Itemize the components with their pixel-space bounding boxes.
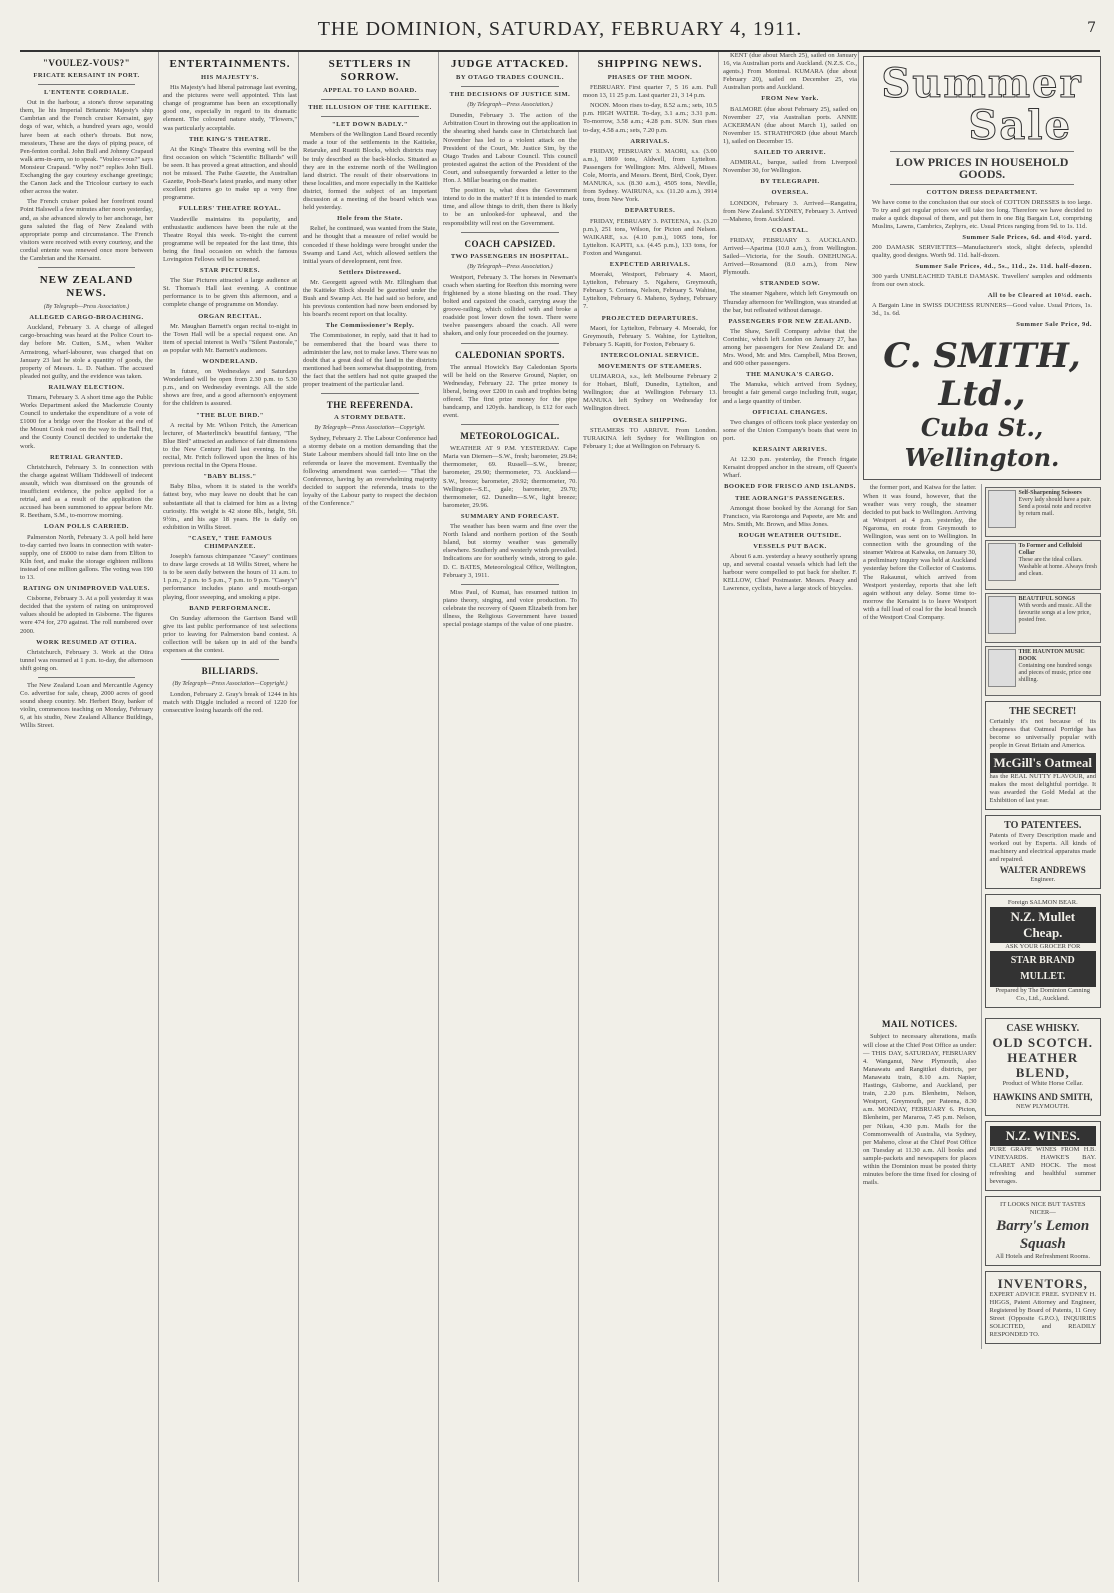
article-paragraph: ULIMAROA, s.s., left Melbourne February 2 for Hobart, Bluff, Dunedin, Lyttelton, and Wellington; due at Wellington February 13. MANUKA left Sydney on Wednesday for Wellington direct. [583, 373, 717, 413]
subhead-let-down: "LET DOWN BADLY." [332, 121, 408, 129]
headline-judge-attacked: JUDGE ATTACKED. [451, 58, 569, 70]
article-paragraph: The Commissioner, in reply, said that it had to be remembered that the board was there to administer the law, not to make laws. There was no doubt that a great deal of the land in the districts mentioned had been somewhat disappointing, from the fact that the settlers had not quite grasped the proper treatment of the particular land. [303, 332, 437, 388]
subhead-kersaint: FRICATE KERSAINT IN PORT. [33, 72, 140, 79]
headline-voulez-vous: "VOULEZ-VOUS?" [42, 58, 131, 68]
ad-mullet-title: N.Z. Mullet Cheap. [990, 907, 1096, 943]
subhead-baby-bliss: "BABY BLISS." [203, 473, 257, 481]
article-paragraph: About 6 a.m. yesterday a heavy southerly sprang up, and several coastal vessels which had left the harbour were compelled to put back for shelter. F. KELLOW, Chief Postmaster. Messrs. Peacy and Lawrence, cyclists, have a large stock of bicycles. [723, 553, 857, 593]
ad-collar-title: To Former and Celluloid Collar [1018, 543, 1083, 557]
subhead-cargo: ALLEGED CARGO-BROACHING. [29, 314, 144, 322]
byline: (By Telegraph—Press Association.) [43, 304, 130, 311]
ad-scissors-text: Every lady should have a pair. Send a postal note and receive by return mail. [1018, 497, 1092, 518]
article-paragraph: At the King's Theatre this evening will be the first occasion on which "Scientific Billiards" will be seen. It has proved a great attraction, and should not be missed. The Pathe Gazette, the Australian Gazette, Pooh-Bear's latest pranks, and many other excellent pictures go to make up a very fine programme. [163, 145, 297, 202]
subhead-rating: RATING ON UNIMPROVED VALUES. [23, 585, 150, 593]
page-columns [20, 52, 1100, 1582]
ad-cloth-text: 300 yards UNBLEACHED TABLE DAMASK. Travellers' samples and oddments from our own stock. [872, 273, 1092, 289]
subhead-put-back: VESSELS PUT BACK. [753, 542, 827, 550]
article-paragraph: Baby Bliss, whom it is stated is the world's fattest boy, who may leave no doubt that he can substantiate all that is claimed for him as a living curiosity. His weight is 42 stone 8lb., height, 5ft. 9½in., and his age 18 years. He is daily on exhibition in Willis Street. [163, 483, 297, 531]
article-paragraph: The annual Howick's Bay Caledonian Sports will be held on the Reserve Ground, Napier, on Wednesday, February 22. The prize money is liberal, being over £200 in cash and trophies being offered. The first prize money for the pipe bandcamp, and 120yds. handicap, is £12 for each event. [443, 363, 577, 420]
subhead-kersaint-arrives: KERSAINT ARRIVES. [752, 446, 828, 454]
subhead-wonderland: WONDERLAND. [202, 358, 258, 365]
article-paragraph: In future, on Wednesdays and Saturdays Wonderland will be open from 2.30 p.m. to 5.30 p.m., and on Wednesday evenings. All the side shows are free, and a good afternoon's enjoyment for the children is assured. [163, 368, 297, 408]
subhead-oversea-2: OVERSEA. [771, 189, 809, 197]
article-paragraph: London, February 2. Gray's break of 1244 in his match with Diggle included a record of 1220 for consecutive losing hazards off the red. [163, 691, 297, 715]
article-paragraph: Maori, for Lyttelton, February 4. Moeraki, for Greymouth, February 5. Wahine, for Lyttelton, February 5. Kapiti, for Foxton, February 6. [583, 324, 717, 348]
headline-caledonian: CALEDONIAN SPORTS. [455, 349, 565, 360]
article-paragraph: Joseph's famous chimpanzee "Casey" continues to draw large crowds at 18 Willis Street, where he is to be seen daily between the hours of 11 a.m. to 1 p.m., 2 p.m. to 5 p.m., 7 p.m. to 9 p.m. "Casey's" performance includes piano and mouth-organ playing, floor sweeping, and smoking a pipe. [163, 553, 297, 601]
ad-mcgill-text: has the REAL NUTTY FLAVOUR, and makes the most delightful porridge. It was awarded the Gold Medal at the Exhibition of last year. [989, 773, 1096, 805]
subhead-band: BAND PERFORMANCE. [189, 604, 271, 612]
article-paragraph: Westport, February 3. The horses in Newman's coach when starting for Reefton this morning were frightened by a stone blasting on the road. They bolted and capsized the coach, carrying away the groove-railing, which collided with and broke a roadside post lower down the town. There were twelve passengers aboard the coach. All were shaken, and only four proceeded on the journey. [443, 273, 577, 338]
divider [461, 424, 559, 425]
divider [38, 84, 135, 85]
article-paragraph: The New Zealand Loan and Mercantile Agency Co. advertise for sale, cheap, 2000 acres of good sound sheep country. Mr. Herbert Bray, banker of violin, commences teaching on Monday, February 6, at his studio, New Zealand Alliance Buildings, Willis Street. [20, 682, 153, 730]
ad-walter: WALTER ANDREWS [999, 865, 1086, 876]
article-paragraph: Cisborne, February 3. At a poll yesterday it was decided that the system of rating on unimproved values should be adopted in Gisborne. The figures were 474 for, 270 against. The roll numbered over 2000. [20, 595, 153, 635]
mail-notices [863, 1013, 977, 1349]
ad-whisky [985, 1018, 1101, 1116]
ad-lower-area [863, 484, 1101, 1013]
column-5 [578, 52, 717, 1582]
subhead-star-pictures: STAR PICTURES. [200, 267, 260, 275]
ad-hawkins-sub: NEW PLYMOUTH. [1016, 1103, 1070, 1111]
divider [181, 659, 279, 660]
subhead-telegraph: BY TELEGRAPH. [760, 178, 820, 186]
article-paragraph: Moeraki, Westport, February 4. Maori, Lyttelton, February 5. Ngahere, Greymouth, February 5. Corinna, Nelson, February 5. Wahine, Lyttelton, February 6. Maheno, Sydney, February 7. [583, 271, 717, 311]
subhead-his-majestys: HIS MAJESTY'S. [201, 74, 259, 81]
subhead-official: OFFICIAL CHANGES. [752, 408, 828, 416]
subhead-retrial: RETRIAL GRANTED. [49, 453, 123, 461]
article-paragraph: The steamer Ngahere, which left Greymouth on Thursday afternoon for Wellington, was stranded at the bar, but refloated without damage. [723, 290, 857, 314]
subhead-projected: PROJECTED DEPARTURES. [601, 314, 699, 322]
article-paragraph: BALMORE (due about February 25), sailed on November 27, via Australian ports. ANNIE ACKERMAN (due about March 1), sailed on November 15. STRATHFORD (due about March 1), sailed on December 15. [723, 105, 857, 145]
divider [38, 677, 135, 678]
ad-scotch-title: OLD SCOTCH. [992, 1035, 1094, 1051]
ad-cotton-dept: COTTON DRESS DEPARTMENT. [926, 189, 1038, 196]
ad-bottom-area [863, 1013, 1101, 1349]
subhead-help-state: Hole from the State. [337, 215, 403, 223]
byline: By Telegraph—Press Association—Copyright. [314, 425, 426, 432]
divider [461, 86, 559, 87]
subhead-expected: EXPECTED ARRIVALS. [609, 260, 691, 268]
subhead-distressed: Settlers Distressed. [338, 268, 402, 276]
ad-music-text: Containing one hundred songs and pieces of music, price one shilling. [1018, 663, 1092, 684]
article-paragraph: FRIDAY, FEBRUARY 3. MAORI, s.s. (3.00 a.m.), 1869 tons, Aldwell, from Lyttelton. Passengers for Wellington: Mrs. Aldwell, Misses Cole, Morris, and Messrs. Brent, Bird, Cook, Dyer. MANUKA, s.s. (8.30 a.m.), 4505 tons, Neville, from Sydney. WAIRUNA, s.s. (11.20 a.m.), 3914 tons, from New York. [583, 147, 717, 204]
ad-salmon: Foreign SALMON BEAR. [1007, 899, 1078, 907]
ad-collar-text: These are the ideal collars. Washable at home. Always fresh and clean. [1018, 557, 1097, 578]
article-paragraph: ADMIRAL, barque, sailed from Liverpool November 30, for Wellington. [723, 159, 857, 175]
ad-mullet-ask: ASK YOUR GROCER FOR [1005, 943, 1081, 951]
ad-cloth-price: All to be Cleared at 10½d. each. [987, 292, 1092, 300]
divider [890, 151, 1074, 152]
divider [321, 99, 419, 100]
article-paragraph: Mr. Georgetti agreed with Mr. Ellingham that the Kaitieke Block should be gazetted under the Bush and Swamp Act. He had said so before, and his previous contention had now been endorsed by his board's recent report on that locality. [303, 278, 437, 319]
ad-wines [985, 1121, 1101, 1191]
ad-patentees-title: TO PATENTEES. [1004, 820, 1082, 832]
ad-smith-addr: Cuba St., Wellington. [904, 413, 1060, 473]
masthead [20, 14, 1100, 52]
article-paragraph: Christchurch, February 3. In connection with the charge against William Tiddiswell of indecent assault, which was dismissed on the grounds of insufficient evidence, the police applied for a retrial, and as a result of the application the accused has been summoned to appear before Mr. R. Beetham, S.M., to-morrow morning. [20, 463, 153, 520]
column-6 [718, 52, 857, 1582]
article-paragraph: STEAMERS TO ARRIVE. From London. TURAKINA left Sydney for Wellington on February 1; due at Wellington on February 6. [583, 426, 717, 450]
ad-lemon-top: IT LOOKS NICE BUT TASTES NICER— [1000, 1201, 1086, 1217]
ad-damask-price: Summer Sale Prices, 4d., 5s., 11d., 2s. 11d. half-dozen. [915, 263, 1092, 271]
subhead-moon: PHASES OF THE MOON. [607, 74, 693, 81]
byline: (By Telegraph—Press Association.) [467, 263, 553, 270]
songbook-icon [988, 596, 1016, 634]
subhead-manuka: THE MANUKA'S CARGO. [746, 371, 834, 379]
small-ads-column [981, 484, 1101, 1013]
ad-cotton-price: Summer Sale Prices, 6d. and 4½d. yard. [962, 234, 1092, 242]
subhead-coastal: COASTAL. [771, 226, 809, 234]
divider [890, 184, 1074, 185]
article-paragraph: Miss Paul, of Kumai, has resumed tuition in piano theory, singing, and voice production. To celebrate the recovery of Queen Elizabeth from her illness, the Religious Government have issued special postage stamps of the value of one piastre. [443, 588, 577, 629]
article-paragraph: FRIDAY, FEBRUARY 3. PATEENA, s.s. (3.20 p.m.), 251 tons, Wilson, for Picton and Nelson. WAIKARE, s.s. (4.10 p.m.), 1065 tons, for Lyttelton. KAPITI, s.s. (4.45 p.m.), 133 tons, for Foxton and Wanganui. [583, 217, 717, 257]
divider [461, 584, 559, 585]
ad-lemon-title: Barry's Lemon Squash [996, 1218, 1090, 1253]
article-paragraph: The French cruiser poked her forefront round Point Halswell a few minutes after noon yesterday, and, as she advanced slowly to her anchorage, her guns saluted the flag of New Zealand with appropriate pomp and circumstance. The French visitors were received with every courtesy, and the cordial entente was renewed once more between the Cambrian and the Kersaint. [20, 198, 153, 262]
article-paragraph: The Star Pictures attracted a large audience at St. Thomas's Hall last evening. A continue performance is to be given this afternoon, and a complete change of programme on Monday. [163, 277, 297, 309]
subhead-blue-bird: "THE BLUE BIRD." [196, 411, 264, 419]
headline-nz-news: NEW ZEALAND NEWS. [39, 274, 134, 300]
subhead-otago: BY OTAGO TRADES COUNCIL. [456, 74, 564, 81]
column-3 [298, 52, 437, 1582]
ad-mcgill-title: McGill's Oatmeal [990, 753, 1096, 773]
ad-mullet [985, 894, 1101, 1008]
divider [38, 267, 135, 268]
headline-coach-capsized: COACH CAPSIZED. [464, 238, 556, 249]
subhead-movements: MOVEMENTS OF STEAMERS. [598, 363, 702, 370]
ad-secret-text: Certainly it's not because of its cheapness that Oatmeal Porridge has become so universally popular with people in Great Britain and America. [989, 718, 1096, 750]
article-paragraph: KENT (due about March 25), sailed on January 16, via Australian ports and Auckland. (N.Z.S. Co., agents.) From Montreal. KUMARA (due about February 20), sailed on December 25, via Australian ports and Auckland. [723, 52, 857, 92]
subhead-stranded: STRANDED SOW. [759, 280, 821, 288]
ad-songs-title: BEAUTIFUL SONGS [1018, 596, 1076, 603]
subhead-kings-theatre: THE KING'S THEATRE. [188, 135, 272, 143]
article-paragraph: Subject to necessary alterations, mails will close at the Chief Post Office as under:— THIS DAY, SATURDAY, FEBRUARY 4. Wanganui, New Plymouth, also Manawatu and Rangitikei districts, per Manawatu train, 8.10 a.m. Napier, Hastings, Gisborne, and Auckland, per train, 2.20 p.m. Blenheim, Nelson, Westport, Greymouth, per Pateena, 8.30 a.m. MONDAY, FEBRUARY 6. Picton, Blenheim, per Mararoa, 7.45 p.m. Nelson, per Nikau, 4.30 p.m. Mails for the Commonwealth of Australia, via Sydney, per Maheno, close at the Chief Post Office on Tuesday at 11.30 a.m. All books and sample-packets and newspapers for places within the Dominion must be posted thirty minutes before the time fixed for closing of mails. [863, 1033, 977, 1187]
ad-bargain-price: Summer Sale Price, 9d. [1016, 321, 1092, 329]
moon-table: FEBRUARY. First quarter 7, 5 16 a.m. Full moon 13, 11 25 p.m. Last quarter 21, 3 14 p.m. [583, 84, 717, 100]
article-paragraph: NOON. Moon rises to-day, 8.52 a.m.; sets, 10.5 p.m. HIGH WATER. To-day, 3.1 a.m.; 3.31 p.m. To-morrow, 3.58 a.m.; 4.28 p.m. SUN. Sun rises to-day, 4.58 a.m.; sets, 7.20 p.m. [583, 102, 717, 134]
article-paragraph: The weather has been warm and fine over the North Island and northern portion of the South Island, but stormy weather was generally elsewhere. Southerly and westerly winds prevailed. Indications are for southerly winds, strong to gale. D. C. BATES, Meteorological Office, Wellington, February 3, 1911. [443, 523, 577, 579]
article-paragraph: At 12.30 p.m. yesterday, the French frigate Kersaint dropped anchor in the stream, off Queen's Wharf. [723, 456, 857, 480]
headline-shipping: SHIPPING NEWS. [597, 58, 703, 70]
article-paragraph: Palmerston North, February 3. A poll held here to-day carried two loans in connection with water-supply, one of £6000 to raise dam from Elfton to Kiln feet, and make the storage eighteen millions instead of one million gallons. The voting was 190 to 13. [20, 533, 153, 581]
news-column-continued [863, 484, 977, 1013]
article-paragraph: The position is, what does the Government intend to do in the matter? If it is intended to mark time, and allow things to drift, then there is likely to be an unlooked-for upheaval, and the responsibility will rest on the Government. [443, 187, 577, 227]
headline-settlers: SETTLERS IN SORROW. [328, 58, 412, 83]
ad-patentees-text: Patents of Every Description made and worked out by Experts. All kinds of machinery and electrical apparatus made and repaired. [989, 832, 1096, 864]
ad-scissors-title: Self-Sharpening Scissors [1018, 490, 1082, 497]
byline: (By Telegraph—Press Association.) [467, 102, 553, 109]
ad-summer-word: Summer [881, 60, 1083, 107]
subhead-rough-weather: ROUGH WEATHER OUTSIDE. [738, 531, 842, 539]
divider [321, 116, 419, 117]
ad-smith-name: C. SMITH, Ltd., [883, 336, 1081, 415]
subhead-frisco: BOOKED FOR FRISCO AND ISLANDS. [724, 483, 856, 491]
subhead-otira: WORK RESUMED AT OTIRA. [36, 638, 137, 646]
subhead-aorangi: THE AORANGI'S PASSENGERS. [735, 494, 845, 502]
article-paragraph: the former port, and Kaiwa for the latter. When it was found, however, that the weather was very rough, the steamer decided to put back to Wellington. Arriving at Westport at 4 p.m. yesterday, the Ngaroma, en route from Greymouth to Wellington, was sent on to Wellington. In connection with the grounding of the steamer Wairoa at Kaiwaka, on January 30, a preliminary inquiry was held at Auckland yesterday before the Collector of Customs. The Rakaunui, which arrived from Westport yesterday, reports that she left again without any delay. Some time to-morrow the Kersaint is to leave Westport with a full load of coal for the local branch of the Westport Coal Company. [863, 484, 977, 621]
ad-walter-sub: Engineer. [1030, 876, 1056, 884]
ad-lemon-squash [985, 1196, 1101, 1266]
subhead-fullers: FULLERS' THEATRE ROYAL. [178, 205, 282, 213]
subhead-land-board: APPEAL TO LAND BOARD. [323, 87, 417, 94]
column-1 [20, 52, 153, 1582]
ad-music-title: THE HAUNTON MUSIC BOOK [1018, 649, 1085, 663]
small-ads-column-2 [981, 1013, 1101, 1349]
article-paragraph: Two changes of officers took place yesterday on some of the Union Company's boats that were in port. [723, 418, 857, 442]
article-paragraph: The Manuka, which arrived from Sydney, brought a fair general cargo including fruit, sugar, and a large quantity of timber. [723, 381, 857, 405]
subhead-stormy-debate: A STORMY DEBATE. [334, 414, 406, 422]
ad-hawkins: HAWKINS AND SMITH, [993, 1092, 1093, 1103]
subhead-intercolonial: INTERCOLONIAL SERVICE. [600, 351, 700, 359]
ad-wines-title: N.Z. WINES. [990, 1126, 1096, 1146]
subhead-hospital: TWO PASSENGERS IN HOSPITAL. [450, 252, 570, 260]
ad-secret [985, 701, 1101, 810]
headline-entertainments: ENTERTAINMENTS. [169, 58, 291, 70]
headline-billiards: BILLIARDS. [201, 666, 259, 677]
subhead-sailed: SAILED TO ARRIVE. [753, 149, 827, 157]
subhead-loan-polls: LOAN POLLS CARRIED. [44, 523, 129, 531]
subhead-oversea: OVERSEA SHIPPING. [612, 416, 688, 424]
ad-cotton-text: We have come to the conclusion that our stock of COTTON DRESSES is too large. To try and get regular prices we will take too long. Therefore we have decided to make a quick disposal of them, and put them in one Big Bargain Lot, comprising Muslins, Lawns, Cambrics, Zephyrs, etc. Usual Prices ranging from 9d. to 1s. 11d. [872, 199, 1092, 231]
subhead-new-york: FROM New York. [761, 95, 819, 103]
scissors-icon [988, 490, 1016, 528]
ad-heather-sub: Product of White Horse Cellar. [1002, 1080, 1084, 1088]
ad-wines-text: PURE GRAPE WINES FROM H.B. VINEYARDS. HAWKE'S BAY. CLARET AND HOCK. The most refreshing and healthful summer beverages. [989, 1146, 1096, 1186]
ad-inventors [985, 1271, 1101, 1344]
headline-mail-notices: MAIL NOTICES. [881, 1019, 958, 1030]
ad-secret-title: THE SECRET! [1009, 706, 1077, 718]
ad-low-prices: LOW PRICES IN HOUSEHOLD GOODS. [895, 155, 1069, 181]
subhead-justice-sim: THE DECISIONS OF JUSTICE SIM. [449, 91, 571, 99]
subhead-casey: "CASEY," THE FAMOUS CHIMPANZEE. [187, 534, 273, 550]
ad-heather-title: HEATHER BLEND, [1007, 1050, 1079, 1081]
column-7-ads [858, 52, 1101, 1582]
article-paragraph: WEATHER AT 9 P.M. YESTERDAY. Cape Maria van Diemen—S.W., fresh; barometer, 29.84; thermometer, 69. Russell—S.W., breeze; barometer, 29.90; thermometer, 73. Auckland—S.W., breeze; barometer, 29.92; thermometer, 70. Wellington—S.E., gale; barometer, 29.70; thermometer, 62. Dunedin—S.W., light breeze; barometer, 29.96. [443, 445, 577, 509]
subhead-arrivals: ARRIVALS. [630, 137, 670, 145]
collar-icon [988, 543, 1016, 581]
subhead-kaitieke: THE ILLUSION OF THE KAITIEKE. [308, 104, 432, 112]
divider [461, 343, 559, 344]
column-2 [158, 52, 297, 1582]
headline-meteorological: METEOROLOGICAL. [460, 431, 560, 442]
ad-mullet-brand: STAR BRAND MULLET. [990, 951, 1096, 987]
article-paragraph: Timaru, February 3. A short time ago the Public Works Department asked the Mackenzie County Council to undertake the expenditure of a vote of £1000 for a bridge over the Hooker at the end of the Mount Cook road on the way to the Ball Hut, and the County Council decided to undertake the work. [20, 394, 153, 450]
column-4 [438, 52, 577, 1582]
byline: (By Telegraph—Press Association—Copyright.) [172, 681, 288, 688]
subhead-passengers: PASSENGERS FOR NEW ZEALAND. [728, 317, 852, 325]
article-paragraph: FRIDAY, FEBRUARY 3. AUCKLAND. Arrived—Aparima (10.0 a.m.), from Wellington. Sailed—Victoria, for the South. ONEHUNGA. Arrived—Rosamond (8.0 a.m.), from New Plymouth. [723, 236, 857, 277]
ad-collar [985, 540, 1101, 590]
article-paragraph: Sydney, February 2. The Labour Conference had a stormy debate on a motion demanding that the State Labour members should fall into line on the referenda or leave the movement. Eventually the following amendment was carried:— "That the Conference, having by an overwhelming majority decided to support the referenda, trusts to the loyalty of the Labour party to respect the decision of the Conference." [303, 435, 437, 508]
ad-whisky-title: CASE WHISKY. [1006, 1023, 1080, 1035]
article-paragraph: The Shaw, Savill Company advise that the Corinthic, which left London on January 27, has among her passengers for New Zealand Dr. and Mrs. Wood, Mr. and Mrs. Campbell, Miss Brown, and 600 other passengers. [723, 327, 857, 368]
page-number: 7 [1087, 20, 1096, 36]
ad-bargain-text: A Bargain Line in SWISS DUCHESS RUNNERS—Good value. Usual Prices, 1s. 3d., 1s. 6d. [872, 302, 1092, 318]
article-paragraph: Relief, he continued, was wanted from the State, and he thought that a measure of relief would be conceded if these holdings were brought under the Swamp and Land Act, which allowed settlers the initial years of development, rent free. [303, 225, 437, 265]
subhead-organ-recital: ORGAN RECITAL. [198, 312, 262, 320]
divider [461, 232, 559, 233]
article-paragraph: Members of the Wellington Land Board recently made a tour of the settlements in the Kaitieke, Retaruke, and Ruatiti Blocks, which districts may be truly described as the back-blocks. Situated as they are in the extreme north of the Wellington land district. The result of their observations in these localities, and more especially in the Kaitieke district, formed the subject of an important discussion at a meeting of the board which was held yesterday. [303, 131, 437, 212]
article-paragraph: A recital by Mr. Wilson Fritch, the American lecturer, of Maeterlinck's beautiful fantasy, "The Blue Bird" attracted an audience of fair dimensions to the New Century Hall last evening. In the recital, Mr. Fritch followed upon the lines of his previous recital in the Opera House. [163, 421, 297, 470]
article-paragraph: Dunedin, February 3. The action of the Arbitration Court in throwing out the application in the shearing shed hands case in Christchurch last November has led to a violent attack on the President of the Court, Mr. Justice Sim, by the Otago Trades and Labour Council. This council protested against the action of the President of the Court, and subsequently forwarded a letter to the Hon. J. Millar bearing on the matter. [443, 112, 577, 185]
subhead-departures: DEPARTURES. [624, 207, 676, 215]
ad-smith-summer-sale [863, 56, 1101, 480]
article-paragraph: On Sunday afternoon the Garrison Band will give its last public performance of test selections prior to leaving for Palmerston band contest. A collection will be taken up in aid of the band's expenses at the contest. [163, 614, 297, 655]
divider [321, 393, 419, 394]
ad-sale-word: Sale [968, 102, 1072, 149]
article-paragraph: LONDON, February 3. Arrived—Rangatira, from New Zealand. SYDNEY, February 3. Arrived—Maheno, from Auckland. [723, 199, 857, 223]
ad-music [985, 646, 1101, 696]
article-paragraph: Vaudeville maintains its popularity, and enthusiastic audiences have been the rule at the Theatre Royal this week. To-night the current programme will be repeated for the last time, this being the final occasion on which the famous Lovingston Fellows will be screened. [163, 215, 297, 263]
ad-damask-text: 200 DAMASK SERVIETTES—Manufacturer's stock, slight defects, splendid quality, good designs. Worth 9d. 11d. half-dozen. [872, 244, 1092, 260]
ad-inventors-title: INVENTORS, [997, 1276, 1088, 1292]
article-paragraph: Mr. Maughan Barnett's organ recital to-night in the Town Hall will be a special request one. An item of special interest is Weil's "Silent Pastorale," as popular with Mr. Barnett's audiences. [163, 322, 297, 354]
subhead-railway: RAILWAY ELECTION. [48, 383, 125, 391]
ad-inventors-text: EXPERT ADVICE FREE. SYDNEY H. HIGGS, Patent Attorney and Engineer, Registered by Board of Patents, 11 Grey Street (Opposite G.P.O.), INQUIRIES SOLICITED, and READILY RESPONDED TO. [989, 1291, 1096, 1339]
masthead-title: THE DOMINION, SATURDAY, FEBRUARY 4, 1911. [317, 18, 803, 40]
headline-referenda: THE REFERENDA. [326, 400, 414, 411]
article-paragraph: Auckland, February 3. A charge of alleged cargo-broaching was heard at the Police Court to-day before Mr. Cutten, S.M., when Walter Armstrong, wharf-labourer, was charged that on January 23 last he stole a quantity of goods, the property of Messrs. L. D. Nathan. The accused pleaded not guilty, and the evidence was taken. [20, 324, 153, 380]
subhead-commissioner: The Commissioner's Reply. [325, 322, 415, 330]
ad-songs [985, 593, 1101, 643]
ad-mullet-by: Prepared by The Dominion Canning Co., Ltd., Auckland. [995, 987, 1090, 1003]
ad-scissors [985, 487, 1101, 537]
article-paragraph: Amongst those booked by the Aorangi for San Francisco, via Rarotonga and Papeete, are Mr. and Mrs. Smith, Mr. Brown, and Miss Jones. [723, 504, 857, 528]
article-paragraph: Christchurch, February 3. Work at the Otira tunnel was resumed at 1 p.m. to-day, the afternoon shift going on. [20, 648, 153, 672]
ad-patentees [985, 815, 1101, 889]
subhead-forecast: SUMMARY AND FORECAST. [460, 512, 560, 520]
ad-songs-text: With words and music. All the favourite songs at a low price, posted free. [1018, 603, 1092, 624]
article-paragraph: His Majesty's had liberal patronage last evening, and the pictures were well appointed. This last change of programme has been an exceptionally good one, especially in regard to its dramatic element. The coloured nature study, "Flowers," was particularly acceptable. [163, 84, 297, 132]
subhead-entente: L'ENTENTE CORDIALE. [44, 89, 129, 97]
ad-lemon-sub: All Hotels and Refreshment Rooms. [995, 1253, 1090, 1261]
music-book-icon [988, 649, 1016, 687]
article-paragraph: Out in the harbour, a stone's throw separating them, lie his Imperial Britannic Majesty's ship Cambrian and the French cruiser Kersaint, gay dogs of war, which, a hundred years ago, would have been at each other's throats. But now, messieurs, These are the days of piping peace, of Pen-fenton cordial. John Bull and Johnny Crapaud walk arm-in-arm, so to speak. "Voulez-vous?" says Monsieur Crapaud. "Why not?" replies John Bull. Exchanging the gay courtesy exchange greetings; the Canon Jack and the Tricolour curtsey to each other across the water. [20, 99, 153, 196]
